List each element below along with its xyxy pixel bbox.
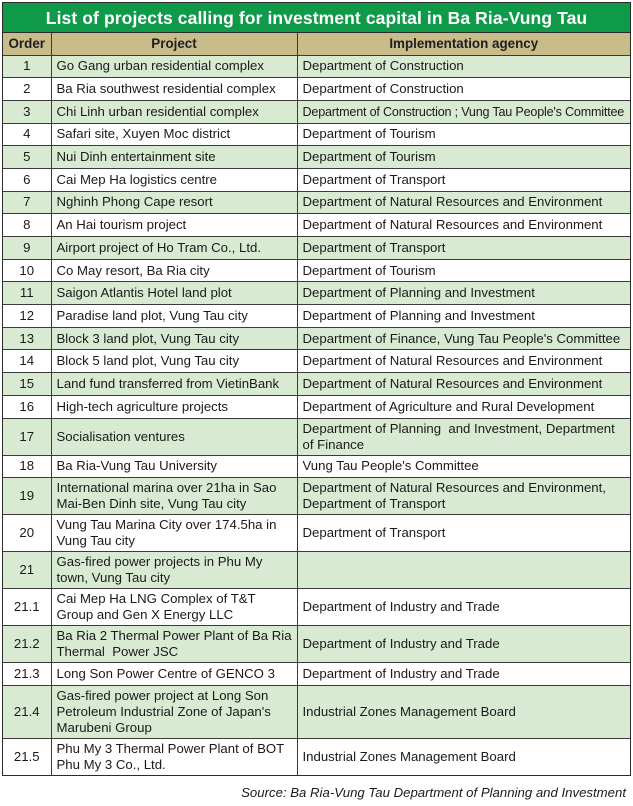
table-row [3,552,630,589]
row-order: 6 [3,168,51,191]
table-row [3,123,630,146]
row-order: 11 [3,282,51,305]
row-project: International marina over 21ha in Sao Mai-Ben Dinh site, Vung Tau city [51,478,297,515]
row-order: 3 [3,100,51,123]
row-agency: Department of Transport [297,515,630,552]
row-agency: Department of Tourism [297,146,630,169]
row-agency: Department of Transport [297,168,630,191]
row-project: Cai Mep Ha LNG Complex of T&T Group and Gen X Energy LLC [51,589,297,626]
row-agency: Department of Planning and Investment [297,305,630,328]
row-order: 10 [3,259,51,282]
row-agency: Department of Natural Resources and Environment, Department of Transport [297,478,630,515]
row-order: 21.1 [3,589,51,626]
table-row [3,78,630,101]
row-order: 12 [3,305,51,328]
row-order: 19 [3,478,51,515]
row-order: 18 [3,455,51,478]
row-project: Long Son Power Centre of GENCO 3 [51,663,297,686]
row-order: 17 [3,418,51,455]
table-row [3,100,630,123]
row-agency: Department of Planning and Investment, Department of Finance [297,418,630,455]
projects-table-frame [2,2,631,776]
row-agency: Department of Natural Resources and Environment [297,191,630,214]
table-row [3,214,630,237]
table-row [3,191,630,214]
table-row [3,738,630,775]
row-project: Go Gang urban residential complex [51,55,297,78]
table-title: List of projects calling for investment capital in Ba Ria-Vung Tau [3,3,630,33]
row-project: Vung Tau Marina City over 174.5ha in Vung Tau city [51,515,297,552]
row-agency: Department of Transport [297,237,630,260]
table-row [3,55,630,78]
header-agency: Implementation agency [297,33,630,55]
source-note: Source: Ba Ria-Vung Tau Department of Planning and Investment [241,785,626,800]
row-order: 21 [3,552,51,589]
row-order: 16 [3,395,51,418]
row-project: Ba Ria southwest residential complex [51,78,297,101]
row-order: 20 [3,515,51,552]
row-agency [297,552,630,589]
row-project: Safari site, Xuyen Moc district [51,123,297,146]
table-row [3,373,630,396]
row-project: Block 3 land plot, Vung Tau city [51,327,297,350]
table-row [3,478,630,515]
table-row [3,350,630,373]
row-order: 13 [3,327,51,350]
row-project: Block 5 land plot, Vung Tau city [51,350,297,373]
row-order: 4 [3,123,51,146]
row-agency: Industrial Zones Management Board [297,685,630,738]
row-agency: Industrial Zones Management Board [297,738,630,775]
table-row [3,282,630,305]
row-agency: Department of Natural Resources and Environment [297,350,630,373]
table-row [3,685,630,738]
row-project: Airport project of Ho Tram Co., Ltd. [51,237,297,260]
row-agency: Department of Construction [297,55,630,78]
row-agency: Department of Agriculture and Rural Development [297,395,630,418]
row-project: An Hai tourism project [51,214,297,237]
projects-table [3,33,630,775]
row-order: 5 [3,146,51,169]
row-project: Gas-fired power project at Long Son Petroleum Industrial Zone of Japan's Marubeni Group [51,685,297,738]
row-project: Ba Ria-Vung Tau University [51,455,297,478]
table-row [3,663,630,686]
table-row [3,259,630,282]
table-row [3,305,630,328]
row-order: 21.3 [3,663,51,686]
row-order: 9 [3,237,51,260]
row-agency: Department of Industry and Trade [297,626,630,663]
header-order: Order [3,33,51,55]
row-agency: Department of Tourism [297,123,630,146]
table-row [3,327,630,350]
row-order: 21.4 [3,685,51,738]
row-project: Land fund transferred from VietinBank [51,373,297,396]
table-row [3,589,630,626]
row-project: Phu My 3 Thermal Power Plant of BOT Phu My 3 Co., Ltd. [51,738,297,775]
row-agency: Department of Industry and Trade [297,663,630,686]
header-project: Project [51,33,297,55]
row-project: Gas-fired power projects in Phu My town, Vung Tau city [51,552,297,589]
row-agency: Department of Construction [297,78,630,101]
row-order: 21.5 [3,738,51,775]
row-order: 8 [3,214,51,237]
table-row [3,146,630,169]
row-agency: Vung Tau People's Committee [297,455,630,478]
table-row [3,237,630,260]
row-agency: Department of Natural Resources and Environment [297,214,630,237]
row-agency: Department of Industry and Trade [297,589,630,626]
row-project: Ba Ria 2 Thermal Power Plant of Ba Ria Thermal Power JSC [51,626,297,663]
row-order: 2 [3,78,51,101]
row-project: Chi Linh urban residential complex [51,100,297,123]
table-row [3,168,630,191]
row-order: 21.2 [3,626,51,663]
row-project: Cai Mep Ha logistics centre [51,168,297,191]
row-order: 14 [3,350,51,373]
table-row [3,515,630,552]
row-project: Nghinh Phong Cape resort [51,191,297,214]
row-agency: Department of Natural Resources and Environment [297,373,630,396]
row-project: Nui Dinh entertainment site [51,146,297,169]
row-project: Saigon Atlantis Hotel land plot [51,282,297,305]
table-row [3,626,630,663]
table-row [3,418,630,455]
table-row [3,455,630,478]
table-row [3,395,630,418]
row-project: Paradise land plot, Vung Tau city [51,305,297,328]
row-order: 15 [3,373,51,396]
row-agency: Department of Construction ; Vung Tau People's Committee [297,100,630,123]
row-order: 1 [3,55,51,78]
row-order: 7 [3,191,51,214]
table-header-row [3,33,630,55]
row-project: High-tech agriculture projects [51,395,297,418]
row-agency: Department of Finance, Vung Tau People's Committee [297,327,630,350]
row-agency: Department of Planning and Investment [297,282,630,305]
row-project: Socialisation ventures [51,418,297,455]
row-agency: Department of Tourism [297,259,630,282]
row-project: Co May resort, Ba Ria city [51,259,297,282]
